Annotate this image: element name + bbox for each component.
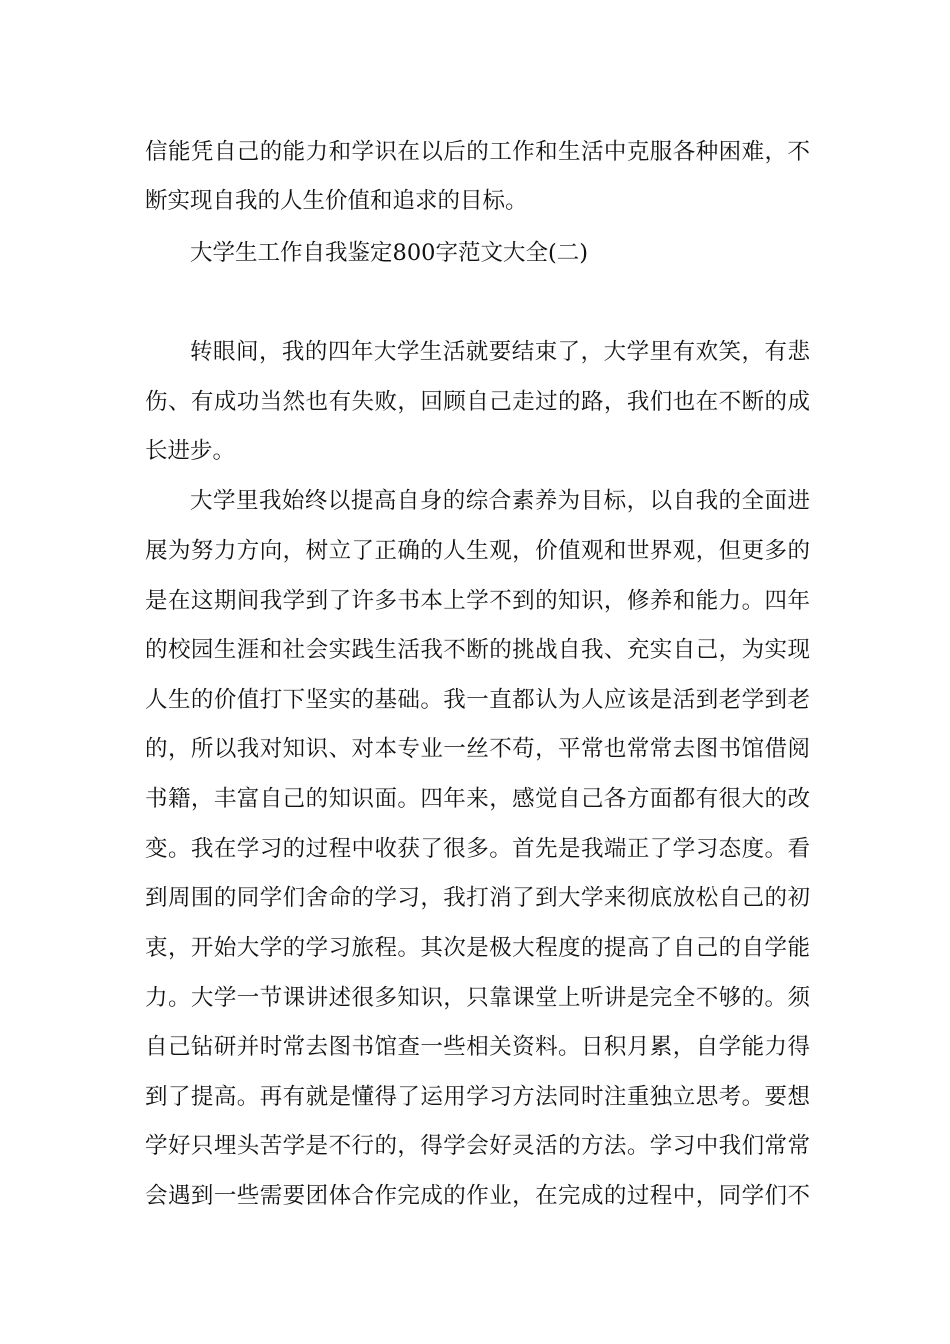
text-line: 信能凭自己的能力和学识在以后的工作和生活中克服各种困难，不 xyxy=(145,139,810,165)
paragraph-1-first-line: 转眼间，我的四年大学生活就要结束了，大学里有欢笑，有悲 xyxy=(190,339,810,365)
text-line: 书籍，丰富自己的知识面。四年来，感觉自己各方面都有很大的改 xyxy=(145,786,810,812)
text-line: 断实现自我的人生价值和追求的目标。 xyxy=(145,188,528,214)
section-title: 大学生工作自我鉴定800字范文大全(二) xyxy=(190,240,589,266)
text-line: 长进步。 xyxy=(145,438,236,464)
text-line: 衷，开始大学的学习旅程。其次是极大程度的提高了自己的自学能 xyxy=(145,935,810,961)
text-line: 变。我在学习的过程中收获了很多。首先是我端正了学习态度。看 xyxy=(145,836,810,862)
text-line: 展为努力方向，树立了正确的人生观，价值观和世界观，但更多的 xyxy=(145,538,810,564)
text-line: 学好只埋头苦学是不行的，得学会好灵活的方法。学习中我们常常 xyxy=(145,1133,810,1159)
text-line: 是在这期间我学到了许多书本上学不到的知识，修养和能力。四年 xyxy=(145,588,810,614)
text-line: 人生的价值打下坚实的基础。我一直都认为人应该是活到老学到老 xyxy=(145,687,810,713)
text-line: 到周围的同学们舍命的学习，我打消了到大学来彻底放松自己的初 xyxy=(145,885,810,911)
text-line: 会遇到一些需要团体合作完成的作业，在完成的过程中，同学们不 xyxy=(145,1183,810,1209)
text-line: 自己钻研并时常去图书馆查一些相关资料。日积月累，自学能力得 xyxy=(145,1034,810,1060)
text-line: 到了提高。再有就是懂得了运用学习方法同时注重独立思考。要想 xyxy=(145,1084,810,1110)
text-line: 伤、有成功当然也有失败，回顾自己走过的路，我们也在不断的成 xyxy=(145,389,810,415)
text-line: 的，所以我对知识、对本专业一丝不苟，平常也常常去图书馆借阅 xyxy=(145,736,810,762)
text-line: 力。大学一节课讲述很多知识，只靠课堂上听讲是完全不够的。须 xyxy=(145,985,810,1011)
paragraph-2-first-line: 大学里我始终以提高自身的综合素养为目标，以自我的全面进 xyxy=(190,488,810,514)
text-line: 的校园生涯和社会实践生活我不断的挑战自我、充实自己，为实现 xyxy=(145,637,810,663)
